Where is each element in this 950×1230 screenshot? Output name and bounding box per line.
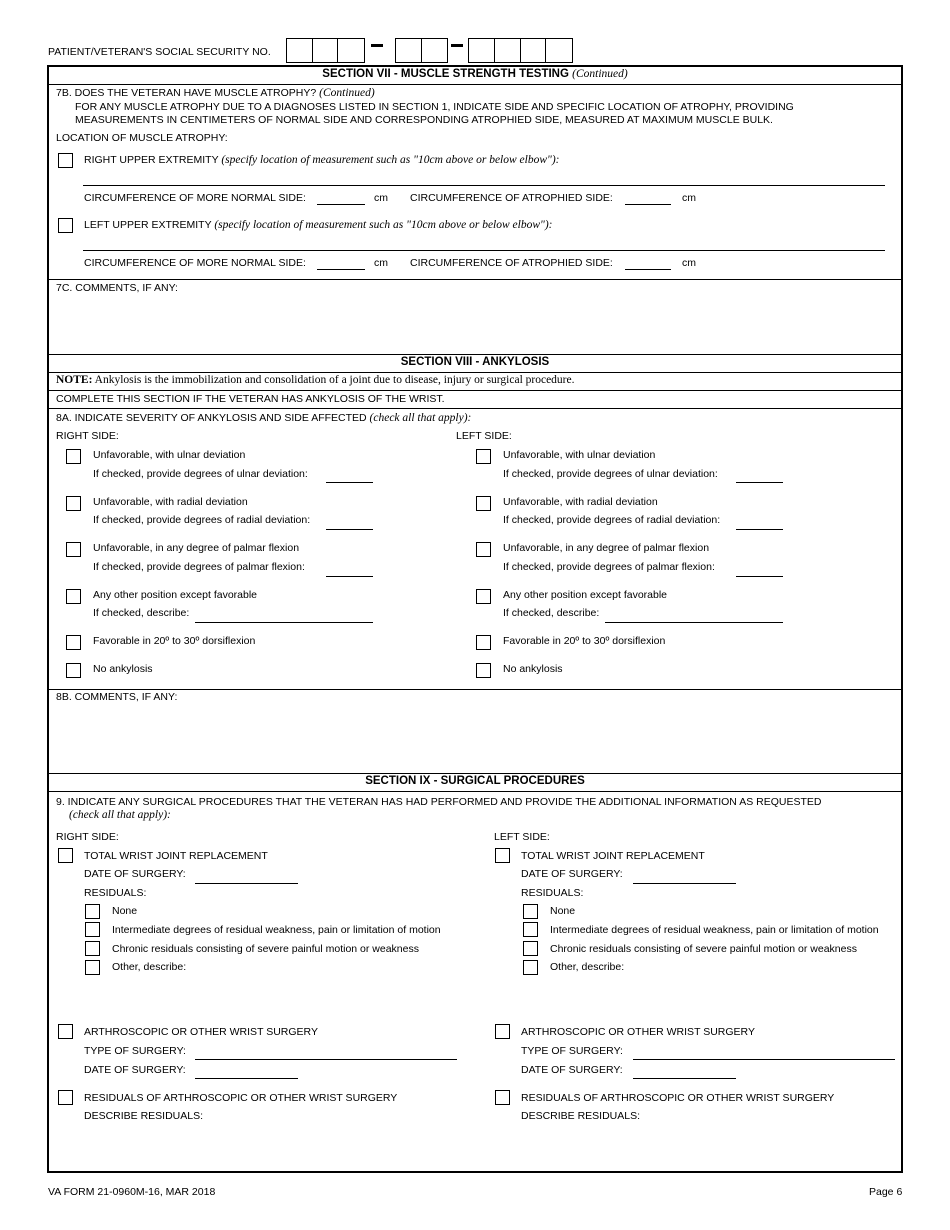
left-favorable-label: Favorable in 20º to 30º dorsiflexion: [503, 635, 666, 647]
left-circ-normal-label: CIRCUMFERENCE OF MORE NORMAL SIDE:: [84, 257, 306, 269]
left-residuals-arthro-checkbox[interactable]: [495, 1090, 510, 1105]
q7c-comments-field[interactable]: [50, 296, 900, 352]
right-res-intermediate-checkbox[interactable]: [85, 922, 100, 937]
left-total-wrist-date-label: DATE OF SURGERY:: [521, 868, 623, 880]
right-circ-atrophied-unit: cm: [682, 192, 696, 204]
left-ulnar-checkbox[interactable]: [476, 449, 491, 464]
ssn-dash-2: [451, 44, 463, 47]
left-radial-label: Unfavorable, with radial deviation: [503, 496, 658, 508]
right-other-position-field[interactable]: [195, 622, 373, 623]
left-radial-checkbox[interactable]: [476, 496, 491, 511]
left-circ-atrophied-label: CIRCUMFERENCE OF ATROPHIED SIDE:: [410, 257, 613, 269]
right-total-wrist-label: TOTAL WRIST JOINT REPLACEMENT: [84, 850, 268, 862]
left-upper-location-field[interactable]: [83, 250, 885, 251]
right-circ-normal-label: CIRCUMFERENCE OF MORE NORMAL SIDE:: [84, 192, 306, 204]
right-circ-atrophied-field[interactable]: [625, 204, 671, 205]
right-residuals-arthro-label: RESIDUALS OF ARTHROSCOPIC OR OTHER WRIST SURGERY: [84, 1092, 398, 1104]
right-arthroscopic-label: ARTHROSCOPIC OR OTHER WRIST SURGERY: [84, 1026, 318, 1038]
right-arthro-date-field[interactable]: [195, 1078, 298, 1079]
left-circ-normal-unit: cm: [374, 257, 388, 269]
left-total-wrist-checkbox[interactable]: [495, 848, 510, 863]
right-ulnar-degrees-field[interactable]: [326, 482, 373, 483]
left-ulnar-label: Unfavorable, with ulnar deviation: [503, 449, 656, 461]
q7b-instructions-1: FOR ANY MUSCLE ATROPHY DUE TO A DIAGNOSES LISTED IN SECTION 1, INDICATE SIDE AND SPECIFIC LOCATION OF ATROPHY, PROVIDING: [75, 101, 794, 113]
right-palmar-checkbox[interactable]: [66, 542, 81, 557]
right-palmar-degrees-field[interactable]: [326, 576, 373, 577]
section-8-title: SECTION VIII - ANKYLOSIS: [400, 356, 550, 368]
left-upper-extremity-checkbox[interactable]: [58, 218, 73, 233]
left-res-intermediate-checkbox[interactable]: [523, 922, 538, 937]
right-other-position-label: Any other position except favorable: [93, 589, 258, 601]
q9-label: 9. INDICATE ANY SURGICAL PROCEDURES THAT THE VETERAN HAS HAD PERFORMED AND PROVIDE THE ADDITIONAL INFORMATION AS REQUESTED: [56, 796, 822, 808]
left-other-position-label: Any other position except favorable: [503, 589, 668, 601]
right-total-wrist-checkbox[interactable]: [58, 848, 73, 863]
right-upper-location-field[interactable]: [83, 185, 885, 186]
left-res-none-label: None: [550, 905, 576, 917]
right-res-chronic-checkbox[interactable]: [85, 941, 100, 956]
left-residuals-arthro-label: RESIDUALS OF ARTHROSCOPIC OR OTHER WRIST SURGERY: [521, 1092, 835, 1104]
left-res-chronic-checkbox[interactable]: [523, 941, 538, 956]
q8b-comments-field[interactable]: [50, 705, 900, 771]
right-other-position-checkbox[interactable]: [66, 589, 81, 604]
left-no-ankylosis-label: No ankylosis: [503, 663, 563, 675]
left-type-surgery-label: TYPE OF SURGERY:: [521, 1045, 623, 1057]
left-arthroscopic-checkbox[interactable]: [495, 1024, 510, 1039]
right-ulnar-checkbox[interactable]: [66, 449, 81, 464]
ssn-field-2[interactable]: [395, 38, 448, 63]
surgery-left-side-label: LEFT SIDE:: [494, 831, 550, 843]
right-upper-extremity-checkbox[interactable]: [58, 153, 73, 168]
right-radial-checkbox[interactable]: [66, 496, 81, 511]
right-other-position-sub-label: If checked, describe:: [93, 607, 190, 619]
left-total-wrist-label: TOTAL WRIST JOINT REPLACEMENT: [521, 850, 705, 862]
right-res-other-label: Other, describe:: [112, 961, 187, 973]
section-9-title: SECTION IX - SURGICAL PROCEDURES: [365, 775, 585, 787]
q8a-label: 8A. INDICATE SEVERITY OF ANKYLOSIS AND SIDE AFFECTED (check all that apply):: [56, 412, 472, 424]
left-arthro-date-field[interactable]: [633, 1078, 736, 1079]
right-palmar-sub-label: If checked, provide degrees of palmar flexion:: [93, 561, 305, 573]
left-circ-atrophied-field[interactable]: [625, 269, 671, 270]
q7b-instructions-2: MEASUREMENTS IN CENTIMETERS OF NORMAL SIDE AND CORRESPONDING ATROPHIED SIDE, MEASURED AT MAXIMUM MUSCLE BULK.: [75, 114, 773, 126]
right-res-other-checkbox[interactable]: [85, 960, 100, 975]
right-residuals-arthro-checkbox[interactable]: [58, 1090, 73, 1105]
form-frame: [47, 65, 903, 1173]
location-label: LOCATION OF MUSCLE ATROPHY:: [56, 132, 228, 144]
left-other-position-field[interactable]: [605, 622, 783, 623]
right-total-wrist-date-field[interactable]: [195, 883, 298, 884]
left-other-position-sub-label: If checked, describe:: [503, 607, 600, 619]
right-res-intermediate-label: Intermediate degrees of residual weakness, pain or limitation of motion: [112, 924, 441, 936]
ankylosis-complete-instruction: COMPLETE THIS SECTION IF THE VETERAN HAS ANKYLOSIS OF THE WRIST.: [56, 393, 445, 405]
q7c-label: 7C. COMMENTS, IF ANY:: [56, 282, 178, 294]
right-palmar-label: Unfavorable, in any degree of palmar flexion: [93, 542, 300, 554]
left-residuals-label: RESIDUALS:: [521, 887, 584, 899]
right-circ-atrophied-label: CIRCUMFERENCE OF ATROPHIED SIDE:: [410, 192, 613, 204]
ankylosis-right-side-label: RIGHT SIDE:: [56, 430, 119, 442]
q8b-label: 8B. COMMENTS, IF ANY:: [56, 691, 178, 703]
right-no-ankylosis-label: No ankylosis: [93, 663, 153, 675]
left-other-position-checkbox[interactable]: [476, 589, 491, 604]
right-arthroscopic-checkbox[interactable]: [58, 1024, 73, 1039]
ssn-dash-1: [371, 44, 383, 47]
ssn-field-3[interactable]: [468, 38, 573, 63]
right-upper-extremity-label: RIGHT UPPER EXTREMITY (specify location of measurement such as "10cm above or below elbow"):: [84, 154, 560, 166]
right-type-surgery-field[interactable]: [195, 1059, 457, 1060]
ankylosis-note: NOTE: Ankylosis is the immobilization and consolidation of a joint due to disease, injury or surgical procedure.: [56, 374, 575, 386]
right-residuals-label: RESIDUALS:: [84, 887, 147, 899]
right-type-surgery-label: TYPE OF SURGERY:: [84, 1045, 186, 1057]
right-res-chronic-label: Chronic residuals consisting of severe painful motion or weakness: [112, 943, 419, 955]
left-ulnar-degrees-field[interactable]: [736, 482, 783, 483]
form-id: VA FORM 21-0960M-16, MAR 2018: [48, 1186, 216, 1198]
ssn-field-1[interactable]: [286, 38, 365, 63]
right-ulnar-sub-label: If checked, provide degrees of ulnar deviation:: [93, 468, 308, 480]
right-res-none-label: None: [112, 905, 138, 917]
left-upper-extremity-label: LEFT UPPER EXTREMITY (specify location of measurement such as "10cm above or below elbow"):: [84, 219, 553, 231]
right-favorable-label: Favorable in 20º to 30º dorsiflexion: [93, 635, 256, 647]
left-radial-sub-label: If checked, provide degrees of radial deviation:: [503, 514, 721, 526]
right-total-wrist-date-label: DATE OF SURGERY:: [84, 868, 186, 880]
left-res-other-checkbox[interactable]: [523, 960, 538, 975]
left-ulnar-sub-label: If checked, provide degrees of ulnar deviation:: [503, 468, 718, 480]
left-res-none-checkbox[interactable]: [523, 904, 538, 919]
left-radial-degrees-field[interactable]: [736, 529, 783, 530]
right-radial-label: Unfavorable, with radial deviation: [93, 496, 248, 508]
right-circ-normal-field[interactable]: [317, 204, 365, 205]
left-total-wrist-date-field[interactable]: [633, 883, 736, 884]
left-describe-residuals-label: DESCRIBE RESIDUALS:: [521, 1110, 641, 1122]
ankylosis-left-side-label: LEFT SIDE:: [456, 430, 512, 442]
left-res-chronic-label: Chronic residuals consisting of severe painful motion or weakness: [550, 943, 857, 955]
surgery-right-side-label: RIGHT SIDE:: [56, 831, 119, 843]
right-describe-residuals-label: DESCRIBE RESIDUALS:: [84, 1110, 204, 1122]
right-ulnar-label: Unfavorable, with ulnar deviation: [93, 449, 246, 461]
right-favorable-checkbox[interactable]: [66, 635, 81, 650]
left-circ-atrophied-unit: cm: [682, 257, 696, 269]
q9-note: (check all that apply):: [69, 809, 171, 821]
page-number: Page 6: [869, 1186, 903, 1198]
left-arthro-date-label: DATE OF SURGERY:: [521, 1064, 623, 1076]
q7b-label: 7B. DOES THE VETERAN HAVE MUSCLE ATROPHY? (Continued): [56, 87, 375, 99]
ssn-label: PATIENT/VETERAN'S SOCIAL SECURITY NO.: [48, 46, 271, 58]
left-favorable-checkbox[interactable]: [476, 635, 491, 650]
left-palmar-checkbox[interactable]: [476, 542, 491, 557]
right-circ-normal-unit: cm: [374, 192, 388, 204]
left-res-other-label: Other, describe:: [550, 961, 625, 973]
left-circ-normal-field[interactable]: [317, 269, 365, 270]
left-res-intermediate-label: Intermediate degrees of residual weakness, pain or limitation of motion: [550, 924, 879, 936]
left-type-surgery-field[interactable]: [633, 1059, 895, 1060]
right-arthro-date-label: DATE OF SURGERY:: [84, 1064, 186, 1076]
left-palmar-degrees-field[interactable]: [736, 576, 783, 577]
right-no-ankylosis-checkbox[interactable]: [66, 663, 81, 678]
left-arthroscopic-label: ARTHROSCOPIC OR OTHER WRIST SURGERY: [521, 1026, 755, 1038]
left-palmar-label: Unfavorable, in any degree of palmar flexion: [503, 542, 710, 554]
left-palmar-sub-label: If checked, provide degrees of palmar flexion:: [503, 561, 715, 573]
section-7-title: SECTION VII - MUSCLE STRENGTH TESTING (Continued): [322, 68, 628, 80]
right-radial-degrees-field[interactable]: [326, 529, 373, 530]
left-no-ankylosis-checkbox[interactable]: [476, 663, 491, 678]
right-radial-sub-label: If checked, provide degrees of radial deviation:: [93, 514, 311, 526]
right-res-none-checkbox[interactable]: [85, 904, 100, 919]
